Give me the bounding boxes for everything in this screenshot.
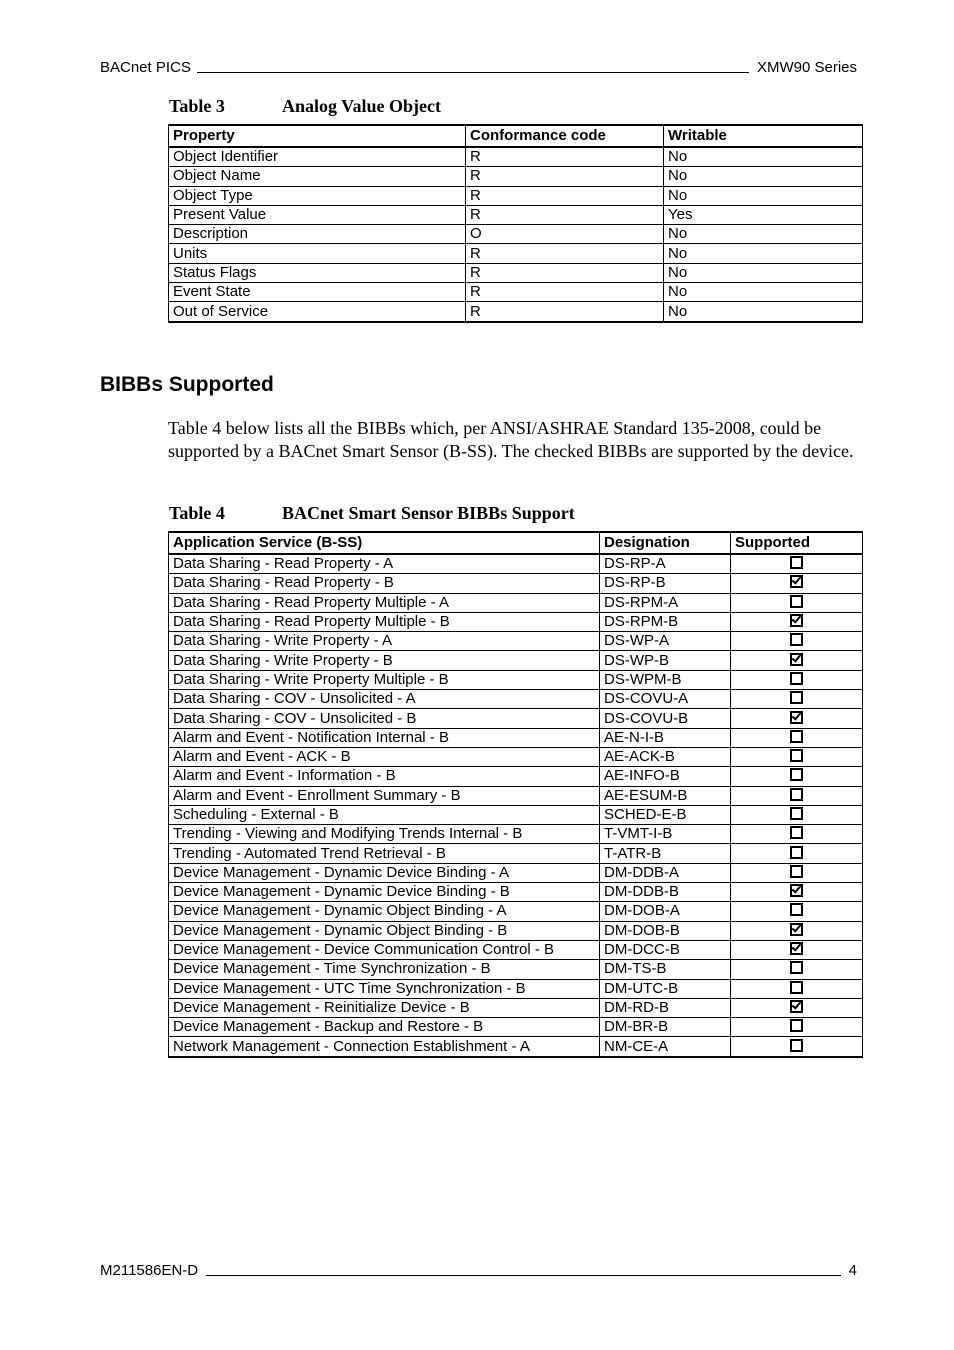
table3-caption [169,96,441,117]
empty-box-icon [790,595,803,608]
table-cell: No [664,244,863,263]
table-row [169,709,863,728]
table-row [169,244,863,263]
supported-cell [731,728,863,747]
supported-cell [731,825,863,844]
supported-cell [731,1018,863,1037]
footer-rule [206,1274,841,1276]
table-row [169,998,863,1017]
table-row [169,574,863,593]
designation-cell: AE-ESUM-B [600,786,731,805]
supported-cell [731,998,863,1017]
table-row [169,1018,863,1037]
service-cell: Data Sharing - COV - Unsolicited - B [169,709,600,728]
header-rule [197,71,749,73]
table-row [169,863,863,882]
footer-page-number: 4 [848,1262,857,1279]
table-cell: R [466,283,664,302]
designation-cell: AE-N-I-B [600,728,731,747]
empty-box-icon [790,749,803,762]
checked-box-icon [790,942,803,955]
table-cell: No [664,225,863,244]
table-row [169,883,863,902]
table-cell: No [664,302,863,322]
footer-doc-code: M211586EN-D [100,1262,199,1279]
table-cell: Status Flags [169,263,466,282]
table-cell: R [466,167,664,186]
service-cell: Device Management - Reinitialize Device - B [169,998,600,1017]
table-row [169,902,863,921]
table-row [169,805,863,824]
table-cell: Object Name [169,167,466,186]
service-cell: Alarm and Event - Information - B [169,767,600,786]
table-cell: Object Type [169,186,466,205]
designation-cell: DS-RP-B [600,574,731,593]
empty-box-icon [790,672,803,685]
designation-cell: DM-DDB-A [600,863,731,882]
empty-box-icon [790,961,803,974]
checked-box-icon [790,614,803,627]
designation-cell: DM-DCC-B [600,940,731,959]
designation-cell: DM-BR-B [600,1018,731,1037]
table-cell: Object Identifier [169,147,466,167]
supported-cell [731,690,863,709]
designation-cell: DS-RP-A [600,554,731,574]
table-row [169,651,863,670]
table-row [169,167,863,186]
section-paragraph: Table 4 below lists all the BIBBs which, per ANSI/ASHRAE Standard 135-2008, could be supported by a BACnet Smart Sensor (B-SS). The checked BIBBs are supported by the device. [168,418,854,461]
table-row [169,205,863,224]
designation-cell: DS-COVU-B [600,709,731,728]
table-row [169,844,863,863]
table-cell: No [664,186,863,205]
table-row [169,921,863,940]
supported-cell [731,940,863,959]
table-cell: R [466,186,664,205]
service-cell: Trending - Viewing and Modifying Trends Internal - B [169,825,600,844]
service-cell: Trending - Automated Trend Retrieval - B [169,844,600,863]
supported-cell [731,863,863,882]
supported-cell [731,902,863,921]
table-cell: Present Value [169,205,466,224]
table-cell: Units [169,244,466,263]
service-cell: Network Management - Connection Establishment - A [169,1037,600,1057]
header-left-title: BACnet PICS [100,59,191,76]
supported-cell [731,1037,863,1057]
designation-cell: DS-COVU-A [600,690,731,709]
table-row [169,225,863,244]
checked-box-icon [790,1000,803,1013]
service-cell: Device Management - Time Synchronization - B [169,960,600,979]
table-row [169,147,863,167]
designation-cell: DM-DOB-B [600,921,731,940]
supported-cell [731,767,863,786]
table-cell: R [466,147,664,167]
table4-caption [169,503,575,524]
table-cell: No [664,147,863,167]
designation-cell: DS-RPM-B [600,612,731,631]
supported-cell [731,612,863,631]
table-row [169,747,863,766]
table4-number: Table 4 [169,503,225,523]
table4-title: BACnet Smart Sensor BIBBs Support [282,503,575,523]
supported-cell [731,651,863,670]
supported-cell [731,883,863,902]
service-cell: Alarm and Event - Notification Internal - B [169,728,600,747]
table-row [169,593,863,612]
table-row [169,612,863,631]
checked-box-icon [790,884,803,897]
column-header: Application Service (B-SS) [169,532,600,554]
supported-cell [731,747,863,766]
designation-cell: DM-RD-B [600,998,731,1017]
empty-box-icon [790,903,803,916]
service-cell: Data Sharing - Write Property Multiple - B [169,670,600,689]
service-cell: Data Sharing - Read Property Multiple - B [169,612,600,631]
table-cell: R [466,302,664,322]
empty-box-icon [790,768,803,781]
table-cell: Description [169,225,466,244]
supported-cell [731,632,863,651]
designation-cell: AE-ACK-B [600,747,731,766]
table-row [169,767,863,786]
bibbs-support-table [168,531,863,1058]
table-row [169,690,863,709]
checked-box-icon [790,711,803,724]
service-cell: Alarm and Event - Enrollment Summary - B [169,786,600,805]
table3-number: Table 3 [169,96,225,116]
empty-box-icon [790,1039,803,1052]
supported-cell [731,554,863,574]
empty-box-icon [790,788,803,801]
service-cell: Device Management - Device Communication Control - B [169,940,600,959]
table-row [169,979,863,998]
designation-cell: DS-WP-B [600,651,731,670]
service-cell: Device Management - Dynamic Object Binding - B [169,921,600,940]
table-header-row [169,532,863,554]
column-header: Supported [731,532,863,554]
table-header-row [169,125,863,147]
designation-cell: DS-RPM-A [600,593,731,612]
designation-cell: DM-DDB-B [600,883,731,902]
service-cell: Device Management - UTC Time Synchronization - B [169,979,600,998]
service-cell: Data Sharing - Read Property - B [169,574,600,593]
section-heading: BIBBs Supported [100,373,274,396]
empty-box-icon [790,865,803,878]
table-cell: Yes [664,205,863,224]
supported-cell [731,805,863,824]
empty-box-icon [790,1019,803,1032]
designation-cell: NM-CE-A [600,1037,731,1057]
table-cell: R [466,244,664,263]
table-cell: No [664,167,863,186]
checked-box-icon [790,923,803,936]
service-cell: Data Sharing - Read Property Multiple - A [169,593,600,612]
page-footer [100,1259,857,1279]
checked-box-icon [790,653,803,666]
supported-cell [731,709,863,728]
table-row [169,960,863,979]
service-cell: Alarm and Event - ACK - B [169,747,600,766]
supported-cell [731,960,863,979]
table-row [169,728,863,747]
designation-cell: DM-DOB-A [600,902,731,921]
service-cell: Device Management - Dynamic Object Binding - A [169,902,600,921]
table-row [169,186,863,205]
table-row [169,632,863,651]
table-row [169,940,863,959]
header-right-title: XMW90 Series [756,59,857,76]
supported-cell [731,593,863,612]
column-header: Conformance code [466,125,664,147]
supported-cell [731,844,863,863]
empty-box-icon [790,633,803,646]
supported-cell [731,979,863,998]
designation-cell: T-ATR-B [600,844,731,863]
table-cell: R [466,205,664,224]
table-row [169,283,863,302]
service-cell: Device Management - Backup and Restore - B [169,1018,600,1037]
service-cell: Data Sharing - Write Property - A [169,632,600,651]
table-row [169,1037,863,1057]
designation-cell: DS-WPM-B [600,670,731,689]
table-cell: R [466,263,664,282]
table-cell: O [466,225,664,244]
column-header: Writable [664,125,863,147]
supported-cell [731,786,863,805]
page-header [100,56,857,76]
table-cell: No [664,283,863,302]
table-row [169,554,863,574]
designation-cell: DM-TS-B [600,960,731,979]
empty-box-icon [790,730,803,743]
designation-cell: AE-INFO-B [600,767,731,786]
table-row [169,263,863,282]
empty-box-icon [790,556,803,569]
designation-cell: T-VMT-I-B [600,825,731,844]
empty-box-icon [790,981,803,994]
table-cell: No [664,263,863,282]
checked-box-icon [790,575,803,588]
supported-cell [731,574,863,593]
table-row [169,670,863,689]
service-cell: Data Sharing - COV - Unsolicited - A [169,690,600,709]
service-cell: Scheduling - External - B [169,805,600,824]
column-header: Designation [600,532,731,554]
empty-box-icon [790,826,803,839]
empty-box-icon [790,691,803,704]
empty-box-icon [790,807,803,820]
service-cell: Device Management - Dynamic Device Binding - B [169,883,600,902]
table-cell: Event State [169,283,466,302]
column-header: Property [169,125,466,147]
service-cell: Data Sharing - Read Property - A [169,554,600,574]
table-cell: Out of Service [169,302,466,322]
designation-cell: DS-WP-A [600,632,731,651]
analog-value-table [168,124,863,323]
table-row [169,302,863,322]
service-cell: Device Management - Dynamic Device Binding - A [169,863,600,882]
designation-cell: DM-UTC-B [600,979,731,998]
table3-title: Analog Value Object [282,96,442,116]
empty-box-icon [790,846,803,859]
supported-cell [731,670,863,689]
designation-cell: SCHED-E-B [600,805,731,824]
table-row [169,786,863,805]
service-cell: Data Sharing - Write Property - B [169,651,600,670]
supported-cell [731,921,863,940]
table-row [169,825,863,844]
